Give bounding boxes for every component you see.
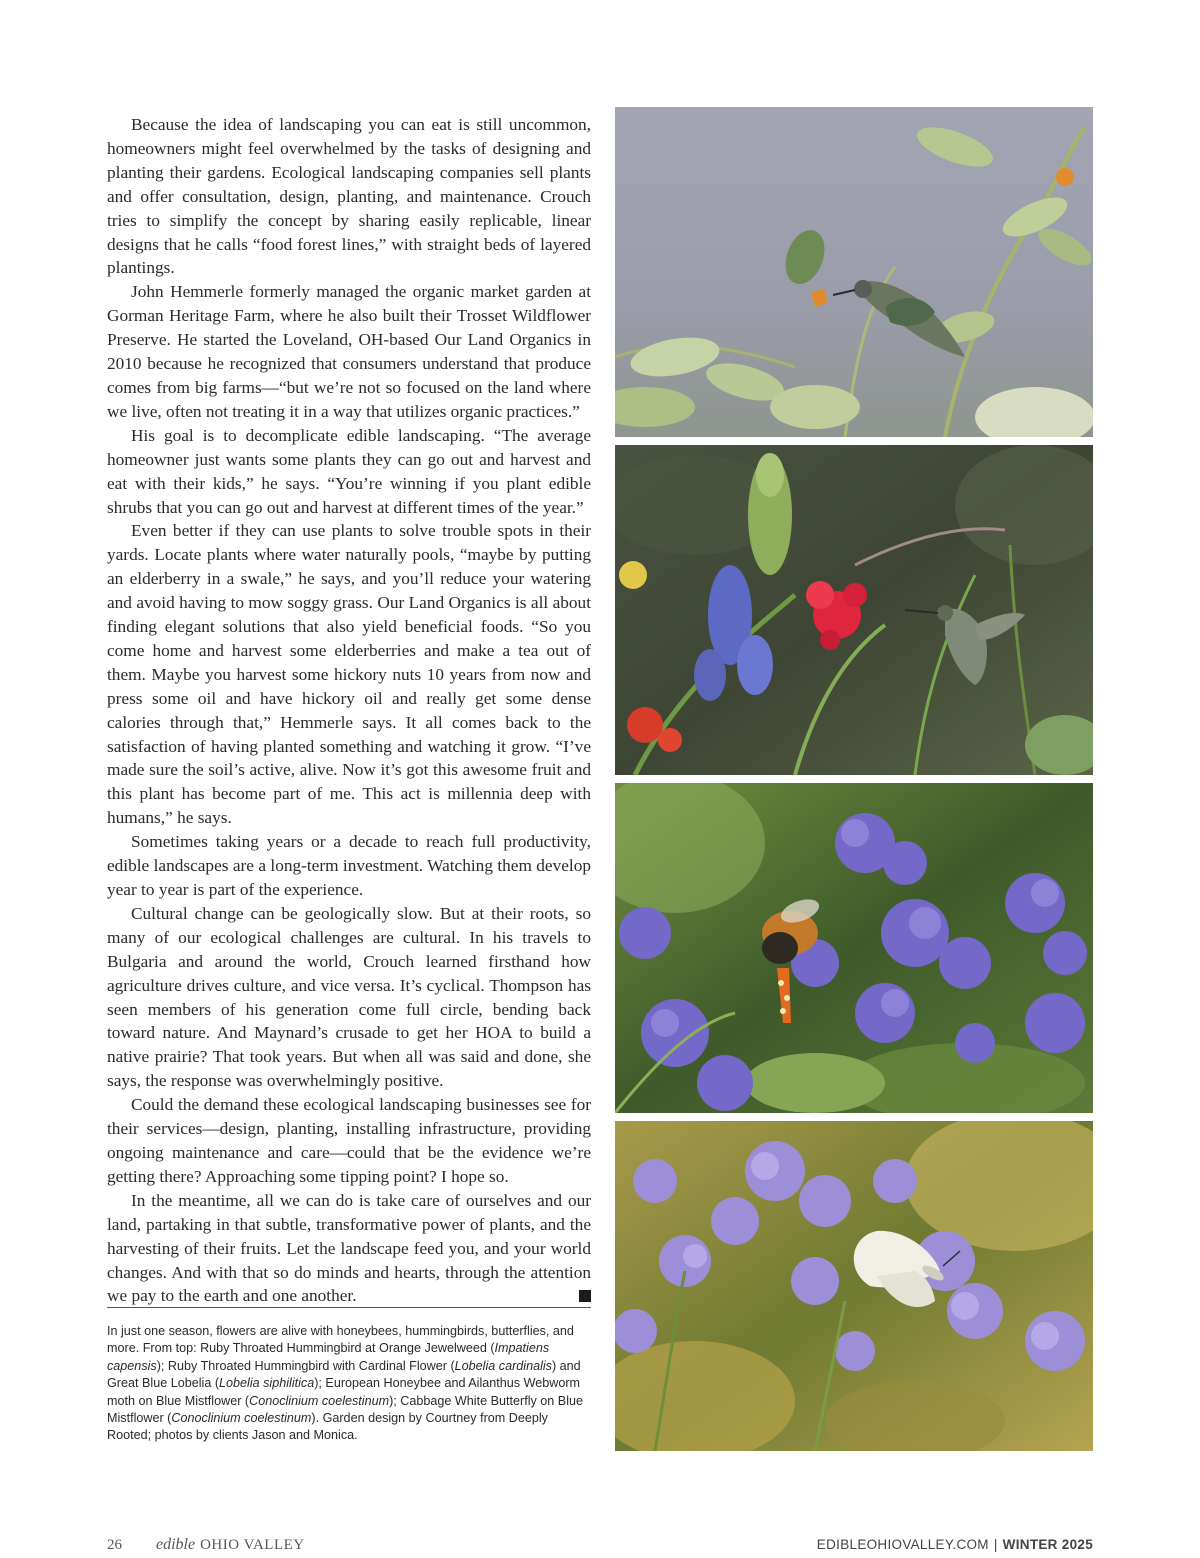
website-url: EDIBLEOHIOVALLEY.COM	[816, 1537, 989, 1552]
photo-caption	[107, 1323, 591, 1445]
photo-honeybee-mistflower	[615, 783, 1093, 1113]
article-paragraph: Could the demand these ecological landscaping businesses see for their services—design, planting, installing infrastructure, providing ongoing maintenance and care—could that be the evidence we’re getting there? Approaching some tipping point? I hope so.	[107, 1095, 591, 1186]
caption-species: Conoclinium coelestinum	[249, 1393, 390, 1408]
article-paragraph: John Hemmerle formerly managed the organic market garden at Gorman Heritage Farm, where he also built their Trosset Wildflower Preserve. He started the Loveland, OH-based Our Land Organics in 2010 because he recognized that consumers understand that produce comes from big farms—“but we’re not so focused on the land where we live, often not treating it in a way that utilizes organic practices.”	[107, 282, 591, 421]
article-paragraph: Because the idea of landscaping you can eat is still uncommon, homeowners might feel overwhelmed by the tasks of designing and planting their gardens. Ecological landscaping companies sell plants and offer consultation, design, planting, and maintenance. Crouch tries to simplify the concept by sharing easily replicable, linear designs that he calls “food forest lines,” with straight beds of layered plantings.	[107, 115, 591, 278]
magazine-region: OHIO VALLEY	[200, 1537, 305, 1553]
photo-hummingbird-jewelweed	[615, 107, 1093, 437]
article-paragraph: Cultural change can be geologically slow. But at their roots, so many of our ecological challenges are cultural. In his travels to Bulgaria and around the world, Crouch learned firsthand how agriculture drives culture, and vice versa. It’s cyclical. Thompson has seen members of his generation come full circle, bending back toward nature. And Maynard’s crusade to get her HOA to build a native prairie? That took years. But when all was said and done, she says, the response was overwhelmingly positive.	[107, 903, 591, 1091]
article-paragraph: Even better if they can use plants to solve trouble spots in their yards. Locate plants where water naturally pools, “maybe by putting an elderberry in a swale,” he says, and you’ll reduce your watering and avoid having to mow soggy grass. Our Land Organics is all about finding elegant solutions that also yield beneficial foods. “So you come home and harvest some elderberries and make a tea out of them. Maybe you harvest some hickory nuts 10 years from now and press some oil and have hickory oil and really get some dense calories through that,” Hemmerle says. It all comes back to the satisfaction of having planted something and watching it grow. “I’ve made sure the soil’s active, alive. Now it’s got this awesome fruit and this plant has become part of me. This act is millennia deep with humans,” he says.	[107, 521, 591, 828]
caption-text: In just one season, flowers are alive with honeybees, hummingbirds, butterflies, and more. From top: Ruby Throated Hummingbird at Orange Jewelweed (	[107, 1324, 574, 1356]
page-footer-left	[107, 1536, 305, 1554]
caption-species: Conoclinium coelestinum	[171, 1411, 312, 1426]
footer-separator: |	[993, 1537, 998, 1552]
article-paragraph-final	[107, 1189, 591, 1309]
photo-hummingbird-cardinal-flower-image	[615, 445, 1093, 775]
final-paragraph-text: In the meantime, all we can do is take care of ourselves and our land, partaking in that subtle, transformative power of plants, and the harvesting of their fruits. Let the landscape feed you, and your world changes. And with that so do minds and hearts, through the attention we pay to the earth and one another.	[107, 1190, 591, 1306]
caption-text: ); Ruby Throated Hummingbird with Cardinal Flower (	[156, 1358, 455, 1373]
article-paragraph: Sometimes taking years or a decade to reach full productivity, edible landscapes are a long-term investment. Watching them develop year to year is part of the experience.	[107, 832, 591, 899]
caption-text: ) and Great Blue Lobelia (	[107, 1358, 581, 1391]
photo-honeybee-mistflower-image	[615, 783, 1093, 1113]
caption-species: Lobelia siphilitica	[219, 1376, 315, 1391]
photo-butterfly-mistflower	[615, 1121, 1093, 1451]
photo-hummingbird-cardinal-flower	[615, 445, 1093, 775]
caption-text: ); Cabbage White Butterfly on Blue Mistflower (	[107, 1393, 583, 1426]
issue-label: WINTER 2025	[1002, 1537, 1093, 1552]
end-of-article-mark	[579, 1290, 591, 1302]
caption-species: Lobelia cardinalis	[454, 1358, 552, 1373]
magazine-brand: edible	[156, 1536, 196, 1553]
caption-divider	[107, 1307, 591, 1308]
photo-hummingbird-jewelweed-image	[615, 107, 1093, 437]
caption-text: ). Garden design by Courtney from Deeply Rooted; photos by clients Jason and Monica.	[107, 1411, 548, 1443]
article-body	[107, 113, 591, 1308]
article-paragraph: His goal is to decomplicate edible landscaping. “The average homeowner just wants some plants they can go out and harvest and eat with their kids,” he says. “You’re winning if you plant edible shrubs that you can go out and harvest at different times of the year.”	[107, 425, 591, 517]
caption-species: Impatiens capensis	[107, 1341, 550, 1373]
photo-butterfly-mistflower-image	[615, 1121, 1093, 1451]
page-number: 26	[107, 1537, 122, 1553]
caption-text: ); European Honeybee and Ailanthus Webworm moth on Blue Mistflower (	[107, 1376, 581, 1408]
page-footer-right	[817, 1537, 1093, 1552]
